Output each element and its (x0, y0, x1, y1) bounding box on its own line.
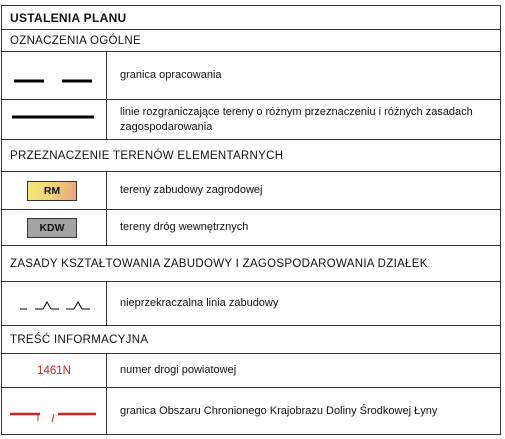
section-heading-designation: PRZEZNACZENIE TERENÓW ELEMENTARNYCH (2, 140, 500, 172)
legend-row-study-boundary (2, 52, 500, 100)
building-line-icon (2, 282, 107, 326)
section-heading-development: ZASADY KSZTAŁTOWANIA ZABUDOWY I ZAGOSPODAROWANIA DZIAŁEK (2, 246, 500, 282)
legend-row-rm (2, 172, 500, 210)
legend-description: nieprzekraczalna linia zabudowy (120, 297, 279, 309)
legend-description: tereny dróg wewnętrznych (120, 221, 249, 233)
red-boundary-line-icon (2, 388, 107, 434)
kdw-symbol-cell (2, 210, 107, 245)
section-heading-general: OZNACZENIA OGÓLNE (2, 30, 500, 52)
kdw-color-box: KDW (27, 218, 77, 238)
legend-description: tereny zabudowy zagrodowej (120, 184, 263, 196)
section-heading-informational: TREŚĆ INFORMACYJNA (2, 326, 500, 354)
road-number-label: 1461N (37, 364, 71, 377)
study-boundary-symbol (2, 52, 107, 99)
building-line-symbol-cell (2, 282, 107, 325)
rm-symbol-cell (2, 172, 107, 209)
legend-title: USTALENIA PLANU (2, 6, 500, 30)
road-number-symbol-cell (2, 354, 107, 387)
rm-color-box: RM (27, 181, 77, 201)
demarcation-line-symbol (2, 100, 107, 139)
legend-row-road-number (2, 354, 500, 388)
dashed-line-icon (2, 52, 107, 100)
legend-row-kdw (2, 210, 500, 246)
legend-description: numer drogi powiatowej (120, 364, 237, 376)
solid-line-icon (2, 100, 107, 140)
legend-row-building-line (2, 282, 500, 326)
legend-description: granica opracowania (120, 69, 222, 81)
legend-description: linie rozgraniczające tereny o różnym przeznaczeniu i różnych zasadach zagospodarowania (120, 105, 473, 133)
protected-landscape-symbol-cell (2, 388, 107, 434)
legend-row-demarcation-lines (2, 100, 500, 140)
legend-description: granica Obszaru Chronionego Krajobrazu Doliny Środkowej Łyny (120, 404, 438, 417)
legend-row-protected-landscape (2, 388, 500, 434)
plan-legend (1, 5, 501, 435)
